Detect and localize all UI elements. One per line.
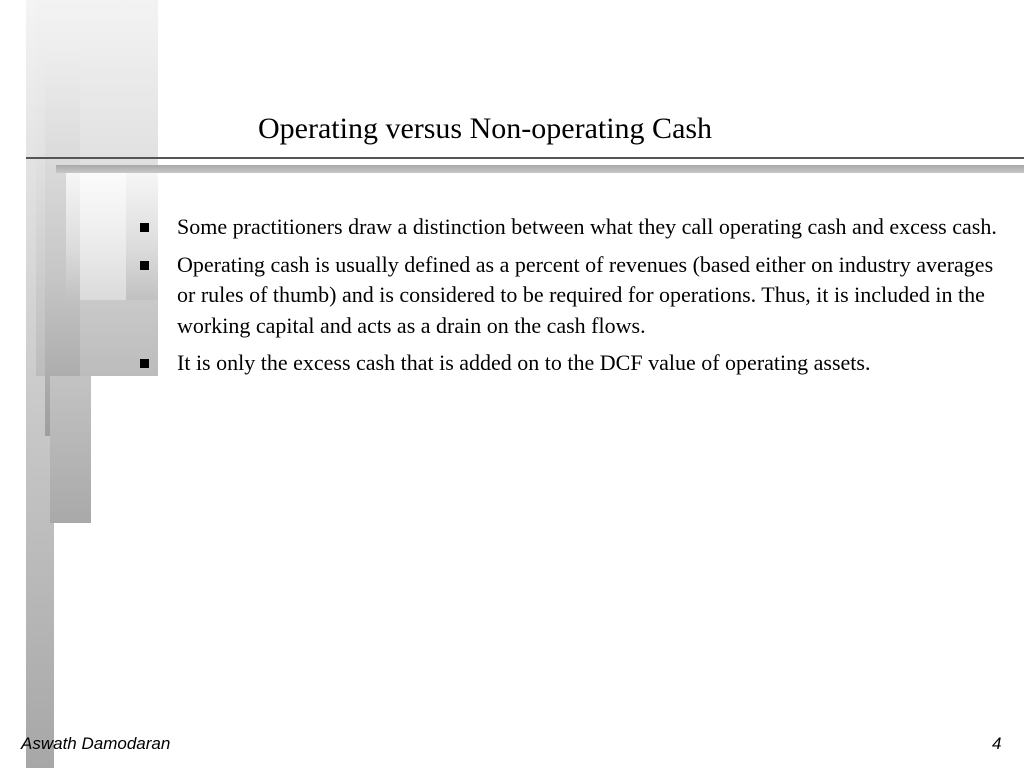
square-bullet-icon	[140, 359, 149, 368]
bullet-item	[140, 212, 1000, 243]
title-divider	[26, 157, 1024, 159]
title-divider-shadow	[56, 165, 1024, 173]
square-bullet-icon	[140, 223, 149, 232]
bullet-text: Some practitioners draw a distinction between what they call operating cash and excess cash.	[177, 214, 997, 239]
page-number: 4	[992, 734, 1002, 753]
bullet-item	[140, 250, 1000, 342]
decorative-bar	[50, 376, 91, 523]
slide-title: Operating versus Non-operating Cash	[258, 112, 713, 145]
bullet-list	[140, 212, 1000, 386]
bullet-item	[140, 348, 1000, 379]
square-bullet-icon	[140, 261, 149, 270]
bullet-text: It is only the excess cash that is added on to the DCF value of operating assets.	[177, 350, 871, 375]
decorative-bar	[80, 170, 126, 300]
footer-author: Aswath Damodaran	[21, 734, 171, 753]
bullet-text: Operating cash is usually defined as a percent of revenues (based either on industry averages or rules of thumb) and is considered to be required for operations. Thus, it is included in the working capital and acts as a drain on the cash flows.	[177, 251, 994, 338]
